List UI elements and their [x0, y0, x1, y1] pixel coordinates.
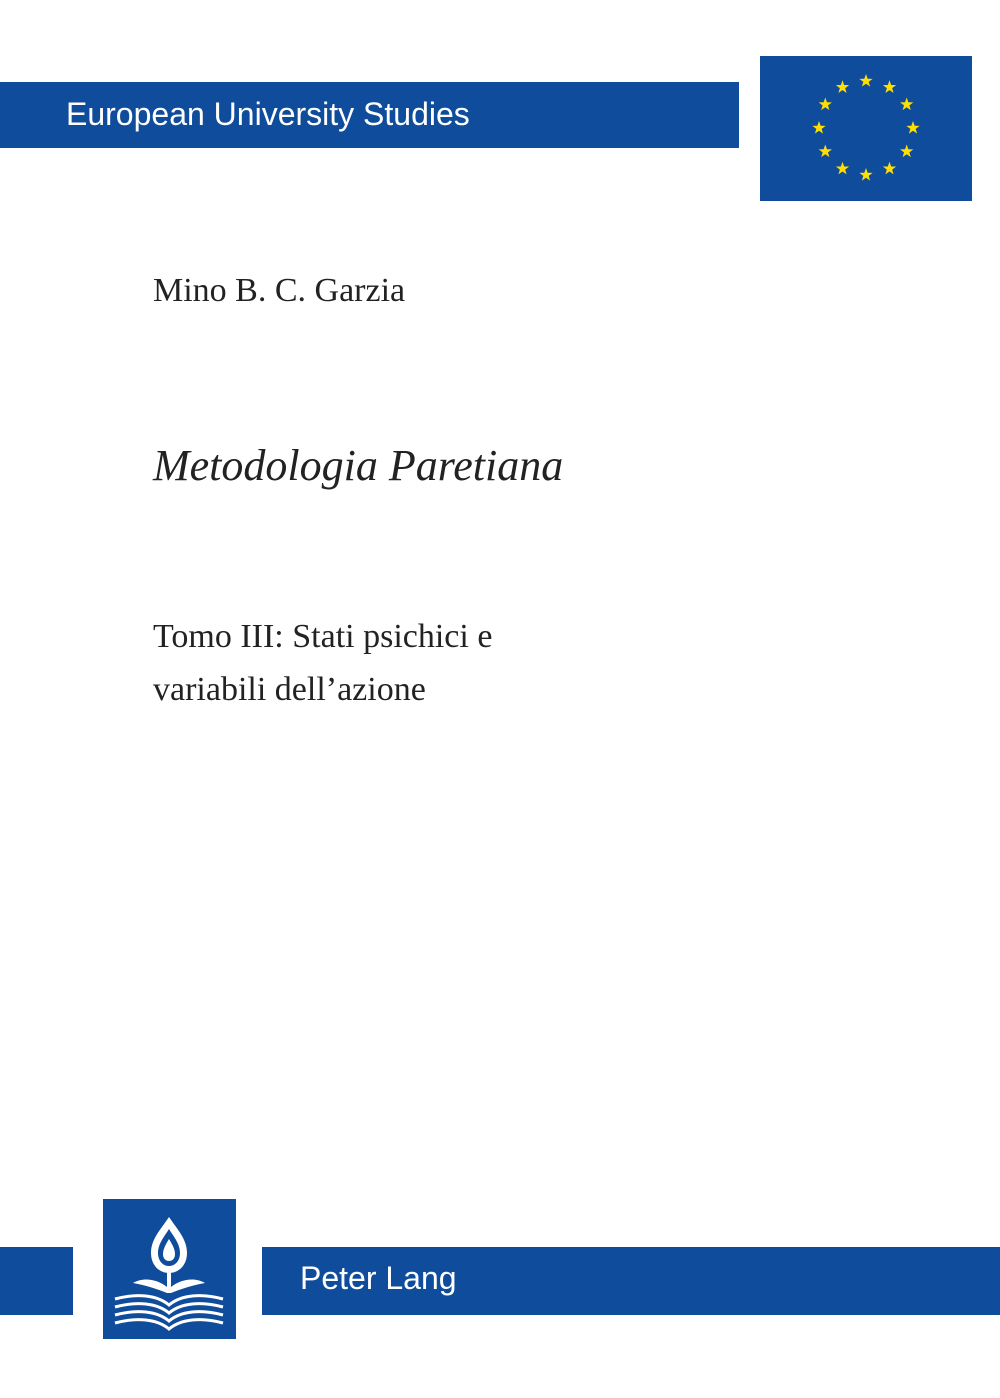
flag-star-icon [883, 162, 896, 175]
book-subtitle [153, 610, 492, 716]
flag-star-icon [859, 74, 872, 87]
flag-star-icon [836, 162, 849, 175]
author-name: Mino B. C. Garzia [153, 272, 406, 309]
series-label: European University Studies [66, 96, 470, 132]
flag-star-icon [819, 145, 832, 158]
flag-star-icon [859, 168, 872, 181]
subtitle-line-2: variabili dell’azione [153, 671, 426, 708]
flag-star-icon [812, 121, 825, 134]
subtitle-line-1: Tomo III: Stati psichici e [153, 618, 493, 655]
eu-flag-icon [760, 56, 972, 201]
flag-star-icon [900, 98, 913, 111]
book-title: Metodologia Paretiana [153, 441, 564, 490]
flag-star-icon [900, 145, 913, 158]
flag-star-icon [883, 80, 896, 93]
left-stub-band [0, 1247, 73, 1315]
publisher-label: Peter Lang [300, 1260, 457, 1296]
flag-star-icon [906, 121, 919, 134]
flag-star-icon [836, 80, 849, 93]
peter-lang-logo-icon [103, 1199, 236, 1339]
flag-star-icon [819, 98, 832, 111]
